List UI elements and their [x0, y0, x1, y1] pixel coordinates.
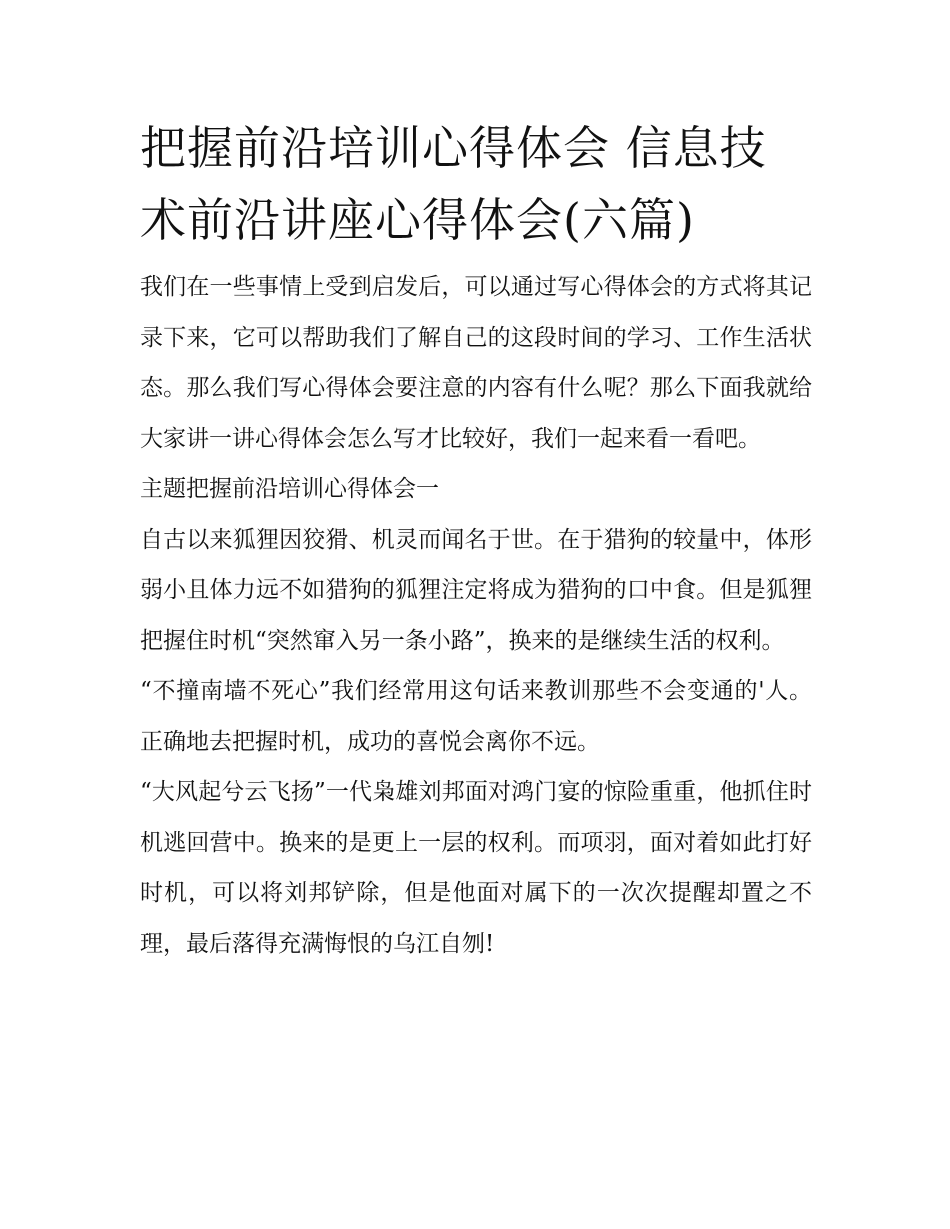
body-paragraph: 自古以来狐狸因狡猾、机灵而闻名于世。在于猎狗的较量中，体形弱小且体力远不如猎狗的狐狸注定将成为猎狗的口中食。但是狐狸把握住时机“突然窜入另一条小路”，换来的是继续生活的权利。: [140, 526, 812, 654]
intro-paragraph: 我们在一些事情上受到启发后，可以通过写心得体会的方式将其记录下来，它可以帮助我们了解自己的这段时间的学习、工作生活状态。那么我们写心得体会要注意的内容有什么呢？那么下面我就给大家讲一讲心得体会怎么写才比较好，我们一起来看一看吧。: [140, 274, 812, 452]
document-page: [140, 112, 812, 969]
body-paragraph: “大风起兮云飞扬”一代枭雄刘邦面对鸿门宴的惊险重重，他抓住时机逃回营中。换来的是更上一层的权利。而项羽，面对着如此打好时机，可以将刘邦铲除，但是他面对属下的一次次提醒却置之不理，最后落得充满悔恨的乌江自刎!: [140, 779, 812, 957]
document-title: 把握前沿培训心得体会 信息技术前沿讲座心得体会(六篇): [140, 121, 767, 247]
section-heading: 主题把握前沿培训心得体会一: [140, 476, 439, 502]
body-paragraph: “不撞南墙不死心”我们经常用这句话来教训那些不会变通的'人。正确地去把握时机，成功的喜悦会离你不远。: [140, 678, 812, 755]
